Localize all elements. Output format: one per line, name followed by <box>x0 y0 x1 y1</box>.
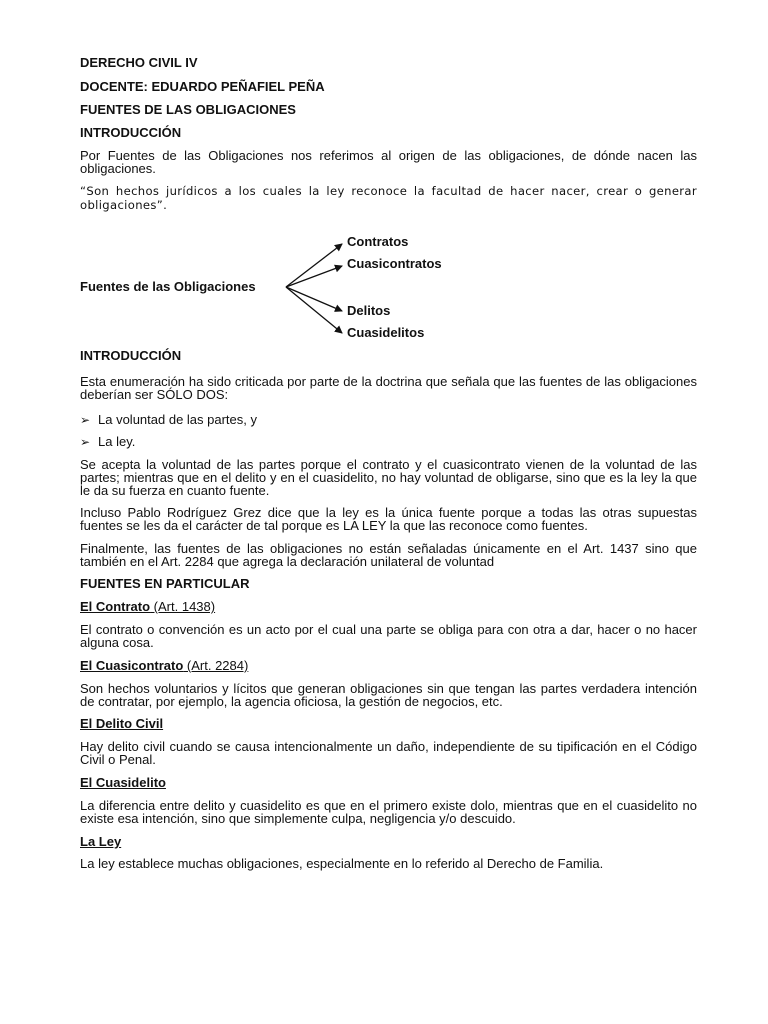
diagram-target-cuasicontratos: Cuasicontratos <box>347 256 442 271</box>
arrow-to-delitos <box>286 287 342 311</box>
criticism-paragraph: Esta enumeración ha sido criticada por parte de la doctrina que señala que las fuentes de las obligaciones deberían ser SÓLO DOS: <box>80 374 697 402</box>
bullet-arrow-icon: ➢ <box>80 435 91 449</box>
contrato-text: El contrato o convención es un acto por el cual una parte se obliga para con otra a dar, hacer o no hacer alguna cosa. <box>80 622 697 650</box>
bullet-arrow-icon: ➢ <box>80 413 91 427</box>
final-paragraph: Finalmente, las fuentes de las obligaciones no están señaladas únicamente en el Art. 1437 sino que también en el Art. 2284 que agrega la declaración unilateral de voluntad <box>80 541 697 569</box>
definition-quote: “Son hechos jurídicos a los cuales la ley reconoce la facultad de hacer nacer, crear o generar obligaciones”. <box>80 184 697 212</box>
cuasicontrato-text: Son hechos voluntarios y lícitos que generan obligaciones sin que tengan las partes verdadera intención de contratar, por ejemplo, la agencia oficiosa, la gestión de negocios, etc. <box>80 681 697 709</box>
cuasicontrato-title: El Cuasicontrato <box>80 658 184 673</box>
intro-paragraph-1: Por Fuentes de las Obligaciones nos referimos al origen de las obligaciones, de dónde nacen las obligaciones. <box>80 148 697 176</box>
arrow-to-contratos <box>286 244 342 287</box>
teacher-line: DOCENTE: EDUARDO PEÑAFIEL PEÑA <box>80 79 325 94</box>
cuasidelito-text: La diferencia entre delito y cuasidelito es que en el primero existe dolo, mientras que en el cuasidelito no existe esa intención, sino que simplemente culpa, negligencia y/o descuido. <box>80 798 697 826</box>
delito-title: El Delito Civil <box>80 716 164 731</box>
list-item-text: La ley. <box>98 434 136 449</box>
diagram-target-cuasidelitos: Cuasidelitos <box>347 325 425 340</box>
acceptance-paragraph: Se acepta la voluntad de las partes porque el contrato y el cuasicontrato vienen de la voluntad de las partes; mientras que en el delito y en el cuasidelito, no hay voluntad de obligarse, sino que es la ley la que le da su fuerza en cuanto fuente. <box>80 457 697 498</box>
list-item <box>80 412 257 427</box>
rodriguez-paragraph: Incluso Pablo Rodríguez Grez dice que la ley es la única fuente porque a todas las otras supuestas fuentes se les da el carácter de tal porque es LA LEY la que las reconoce como fuentes. <box>80 505 697 533</box>
diagram-source-label: Fuentes de las Obligaciones <box>80 279 256 294</box>
cuasicontrato-heading <box>80 659 697 672</box>
particular-heading: FUENTES EN PARTICULAR <box>80 576 250 591</box>
contrato-article-ref: (Art. 1438) <box>150 599 216 614</box>
contrato-title: El Contrato <box>80 599 151 614</box>
course-title: DERECHO CIVIL IV <box>80 55 198 70</box>
topic-heading: FUENTES DE LAS OBLIGACIONES <box>80 102 296 117</box>
ley-text: La ley establece muchas obligaciones, especialmente en lo referido al Derecho de Familia. <box>80 856 604 871</box>
delito-text: Hay delito civil cuando se causa intencionalmente un daño, independiente de su tipificación en el Código Civil o Penal. <box>80 739 697 767</box>
intro-heading-2: INTRODUCCIÓN <box>80 348 182 363</box>
arrow-to-cuasidelitos <box>286 287 342 333</box>
list-item-text: La voluntad de las partes, y <box>98 412 257 427</box>
cuasicontrato-article-ref: (Art. 2284) <box>183 658 249 673</box>
intro-heading-1: INTRODUCCIÓN <box>80 125 182 140</box>
diagram-target-delitos: Delitos <box>347 303 391 318</box>
arrow-to-cuasicontratos <box>286 266 342 287</box>
diagram-target-contratos: Contratos <box>347 234 409 249</box>
diagram-arrows <box>80 0 697 363</box>
list-item <box>80 434 135 449</box>
contrato-heading <box>80 600 697 613</box>
ley-title: La Ley <box>80 834 122 849</box>
cuasidelito-title: El Cuasidelito <box>80 775 166 790</box>
